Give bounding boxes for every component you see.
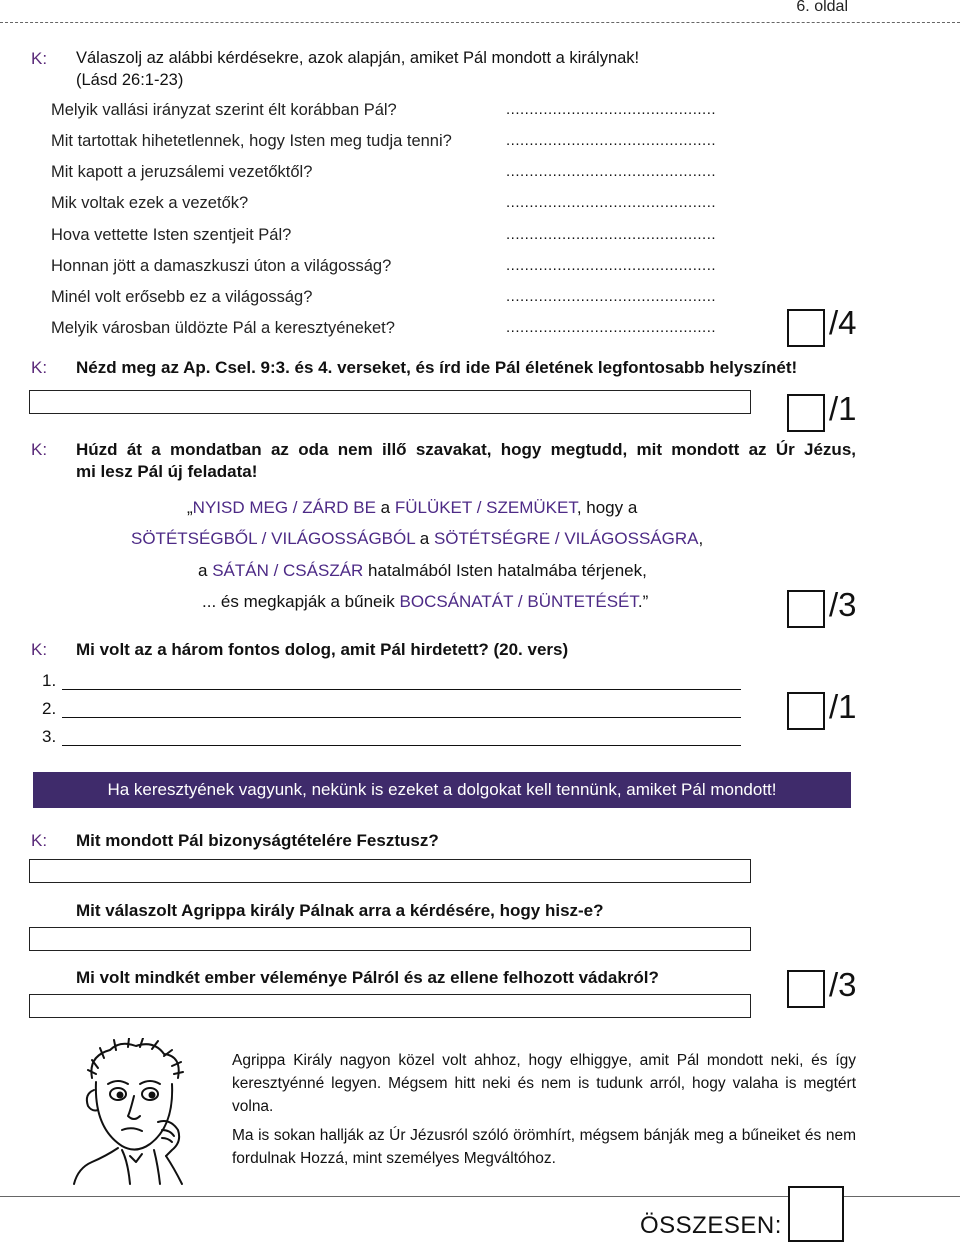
callout-banner: Ha keresztyének vagyunk, nekünk is ezeket a dolgokat kell tennünk, amiket Pál mondott! bbox=[33, 772, 851, 808]
sentence-line-1 bbox=[187, 498, 637, 518]
instruction-line-1: Válaszolj az alábbi kérdésekre, azok alapján, amiket Pál mondott a királynak! bbox=[76, 49, 640, 67]
question-2: Mit tartottak hihetetlennek, hogy Isten meg tudja tenni? bbox=[51, 132, 452, 150]
instruction-line-2: (Lásd 26:1-23) bbox=[76, 71, 184, 89]
total-score-box[interactable] bbox=[788, 1186, 844, 1242]
connector: a bbox=[198, 561, 213, 580]
question-6: Honnan jött a damaszkuszi úton a világosság? bbox=[51, 257, 392, 275]
question-line-1: Húzd át a mondatban az oda nem illő szavakat, hogy megtudd, mit mondott az Úr Jézus, bbox=[76, 440, 856, 459]
connector: ... és megkapják a bűneik bbox=[202, 592, 400, 611]
total-label: ÖSSZESEN: bbox=[640, 1212, 782, 1239]
score-label: /3 bbox=[829, 966, 857, 1003]
score-label: /1 bbox=[829, 688, 857, 725]
option-darkness-light[interactable]: SÖTÉTSÉGBŐL / VILÁGOSSÁGBÓL bbox=[131, 529, 416, 548]
score-label: /3 bbox=[829, 586, 857, 623]
top-divider bbox=[0, 22, 960, 23]
connector: hatalmából Isten hatalmába térjenek, bbox=[363, 561, 647, 580]
score-box[interactable] bbox=[787, 692, 825, 730]
answer-input[interactable] bbox=[29, 390, 751, 414]
connector: , hogy a bbox=[576, 498, 638, 517]
k-label: K: bbox=[31, 640, 48, 659]
k-label: K: bbox=[31, 358, 48, 377]
answer-line-1[interactable] bbox=[62, 689, 741, 690]
answer-blank-1[interactable]: ............................................. bbox=[506, 101, 717, 118]
score-label: /4 bbox=[829, 304, 857, 341]
answer-line-2[interactable] bbox=[62, 717, 741, 718]
question-line-2: mi lesz Pál új feladata! bbox=[76, 462, 258, 481]
score-box[interactable] bbox=[787, 309, 825, 347]
answer-input-3[interactable] bbox=[29, 994, 751, 1018]
option-open-close[interactable]: NYISD MEG / ZÁRD BE bbox=[192, 498, 376, 517]
answer-blank-6[interactable]: ............................................. bbox=[506, 257, 717, 274]
paragraph-agrippa: Agrippa Király nagyon közel volt ahhoz, hogy elhiggye, amit Pál mondott neki, és így keresztyénné legyen. Mégsem hitt neki és nem is tudunk arról, hogy valaha is megtért volna. bbox=[232, 1052, 856, 1115]
score-box[interactable] bbox=[787, 394, 825, 432]
option-forgiveness-punishment[interactable]: BOCSÁNATÁT / BÜNTETÉSÉT bbox=[399, 592, 638, 611]
sentence-line-2 bbox=[131, 529, 703, 549]
answer-blank-4[interactable]: ............................................. bbox=[506, 194, 717, 211]
question-agrippa: Mit válaszolt Agrippa király Pálnak arra a kérdésére, hogy hisz-e? bbox=[76, 901, 604, 920]
question-1: Melyik vallási irányzat szerint élt korábban Pál? bbox=[51, 101, 397, 119]
answer-input-1[interactable] bbox=[29, 859, 751, 883]
connector: a bbox=[415, 529, 434, 548]
question-fesztusz: Mit mondott Pál bizonyságtételére Fesztusz? bbox=[76, 831, 439, 850]
question: Nézd meg az Ap. Csel. 9:3. és 4. verseket, és írd ide Pál életének legfontosabb helyszínét! bbox=[76, 358, 798, 377]
question-7: Minél volt erősebb ez a világosság? bbox=[51, 288, 313, 306]
page-number: 6. oldal bbox=[796, 0, 848, 15]
paragraph-today: Ma is sokan hallják az Úr Jézusról szóló örömhírt, mégsem bánják meg a bűneiket és nem fordulnak Hozzá, mint személyes Megváltóhoz. bbox=[232, 1127, 856, 1167]
answer-blank-7[interactable]: ............................................. bbox=[506, 288, 717, 305]
thinking-man-icon bbox=[70, 1038, 200, 1186]
question-4: Mik voltak ezek a vezetők? bbox=[51, 194, 249, 212]
question-both: Mi volt mindkét ember véleménye Pálról és az ellene felhozott vádakról? bbox=[76, 968, 659, 987]
thinking-man-illustration bbox=[70, 1038, 200, 1186]
question-3: Mit kapott a jeruzsálemi vezetőktől? bbox=[51, 163, 313, 181]
connector: a bbox=[375, 498, 395, 517]
connector: , bbox=[698, 529, 704, 548]
option-satan-emperor[interactable]: SÁTÁN / CSÁSZÁR bbox=[212, 561, 364, 580]
connector: .” bbox=[637, 592, 649, 611]
sentence-line-4 bbox=[202, 592, 648, 612]
sentence-line-3 bbox=[198, 561, 647, 581]
list-item-1: 1. bbox=[42, 671, 57, 690]
answer-blank-5[interactable]: ............................................. bbox=[506, 226, 717, 243]
score-box[interactable] bbox=[787, 970, 825, 1008]
k-label: K: bbox=[31, 440, 48, 459]
option-darkness-light-2[interactable]: SÖTÉTSÉGRE / VILÁGOSSÁGRA bbox=[433, 529, 699, 548]
answer-blank-3[interactable]: ............................................. bbox=[506, 163, 717, 180]
quote-open: „ bbox=[187, 498, 193, 517]
option-ears-eyes[interactable]: FÜLÜKET / SZEMÜKET bbox=[394, 498, 577, 517]
question-5: Hova vettette Isten szentjeit Pál? bbox=[51, 226, 292, 244]
answer-line-3[interactable] bbox=[62, 745, 741, 746]
list-item-2: 2. bbox=[42, 699, 57, 718]
answer-blank-8[interactable]: ............................................. bbox=[506, 319, 717, 336]
score-label: /1 bbox=[829, 390, 857, 427]
answer-input-2[interactable] bbox=[29, 927, 751, 951]
question: Mi volt az a három fontos dolog, amit Pál hirdetett? (20. vers) bbox=[76, 640, 569, 659]
k-label: K: bbox=[31, 49, 48, 68]
k-label: K: bbox=[31, 831, 48, 850]
list-item-3: 3. bbox=[42, 727, 57, 746]
score-box[interactable] bbox=[787, 590, 825, 628]
answer-blank-2[interactable]: ............................................. bbox=[506, 132, 717, 149]
question-8: Melyik városban üldözte Pál a keresztyéneket? bbox=[51, 319, 395, 337]
